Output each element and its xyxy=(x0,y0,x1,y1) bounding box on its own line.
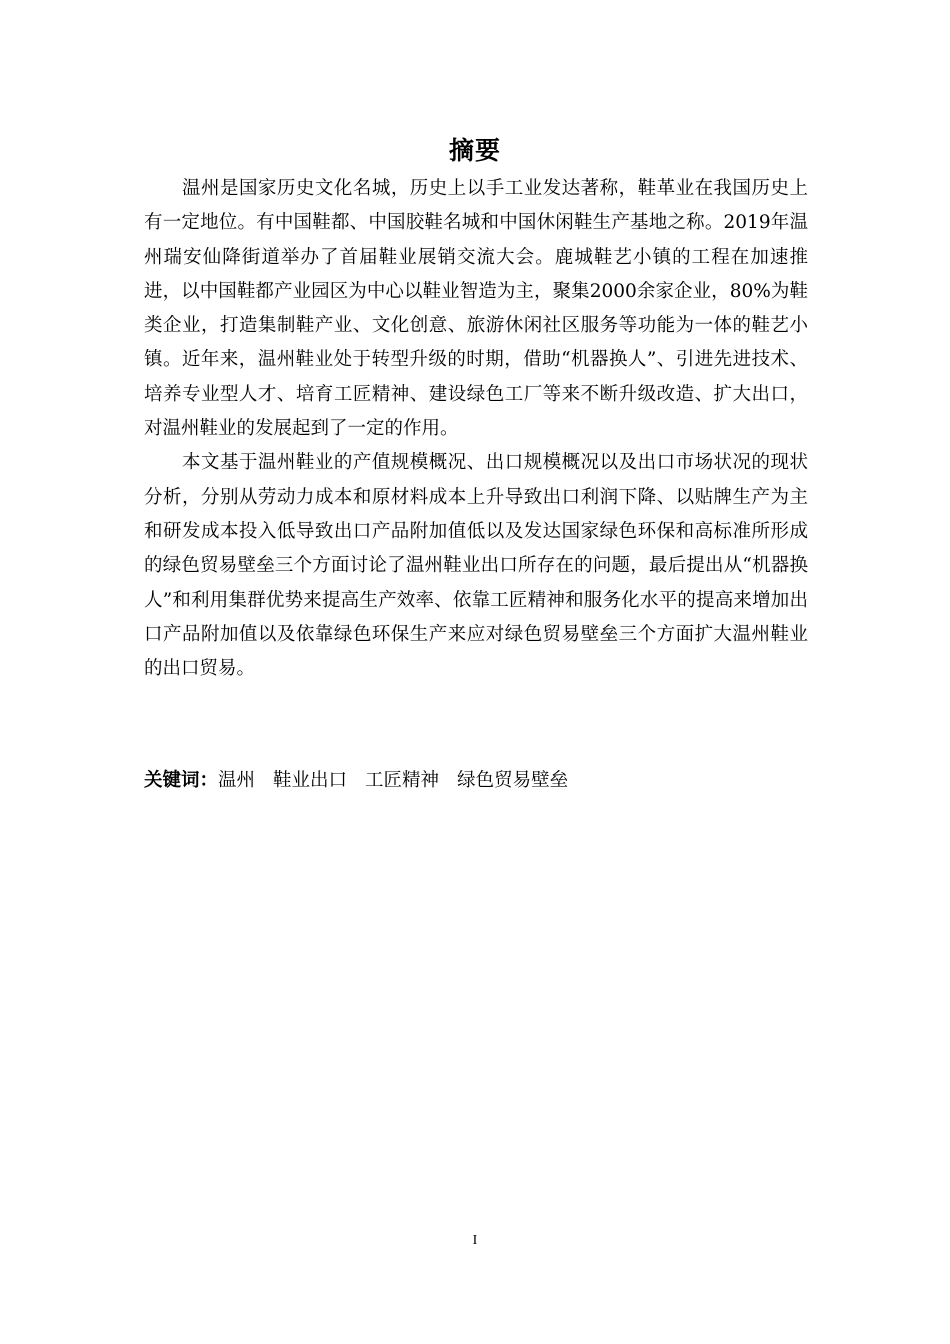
keyword-item: 工匠精神 xyxy=(365,770,440,791)
abstract-paragraph-2: 本文基于温州鞋业的产值规模概况、出口规模概况以及出口市场状况的现状分析，分别从劳动力成本和原材料成本上升导致出口利润下降、以贴牌生产为主和研发成本投入低导致出口产品附加值低以及发达国家绿色环保和高标准所形成的绿色贸易壁垒三个方面讨论了温州鞋业出口所存在的问题，最后提出从“机器换人”和利用集群优势来提高生产效率、依靠工匠精神和服务化水平的提高来增加出口产品附加值以及依靠绿色环保生产来应对绿色贸易壁垒三个方面扩大温州鞋业的出口贸易。 xyxy=(144,452,808,680)
keyword-item: 鞋业出口 xyxy=(273,770,348,791)
page-title: 摘要 xyxy=(448,136,501,165)
keywords-label: 关键词： xyxy=(144,770,219,791)
keyword-item: 温州 xyxy=(218,770,256,791)
abstract-paragraph-1: 温州是国家历史文化名城，历史上以手工业发达著称，鞋革业在我国历史上有一定地位。有中国鞋都、中国胶鞋名城和中国休闲鞋生产基地之称。2019年温州瑞安仙降街道举办了首届鞋业展销交流大会。鹿城鞋艺小镇的工程在加速推进，以中国鞋都产业园区为中心以鞋业智造为主，聚集2000余家企业，80%为鞋类企业，打造集制鞋产业、文化创意、旅游休闲社区服务等功能为一体的鞋艺小镇。近年来，温州鞋业处于转型升级的时期，借助“机器换人”、引进先进技术、培养专业型人才、培育工匠精神、建设绿色工厂等来不断升级改造、扩大出口，对温州鞋业的发展起到了一定的作用。 xyxy=(144,178,808,440)
abstract-body xyxy=(144,172,808,686)
keywords-line xyxy=(144,764,808,798)
keyword-item: 绿色贸易壁垒 xyxy=(457,770,569,791)
page-number: I xyxy=(472,1233,478,1248)
